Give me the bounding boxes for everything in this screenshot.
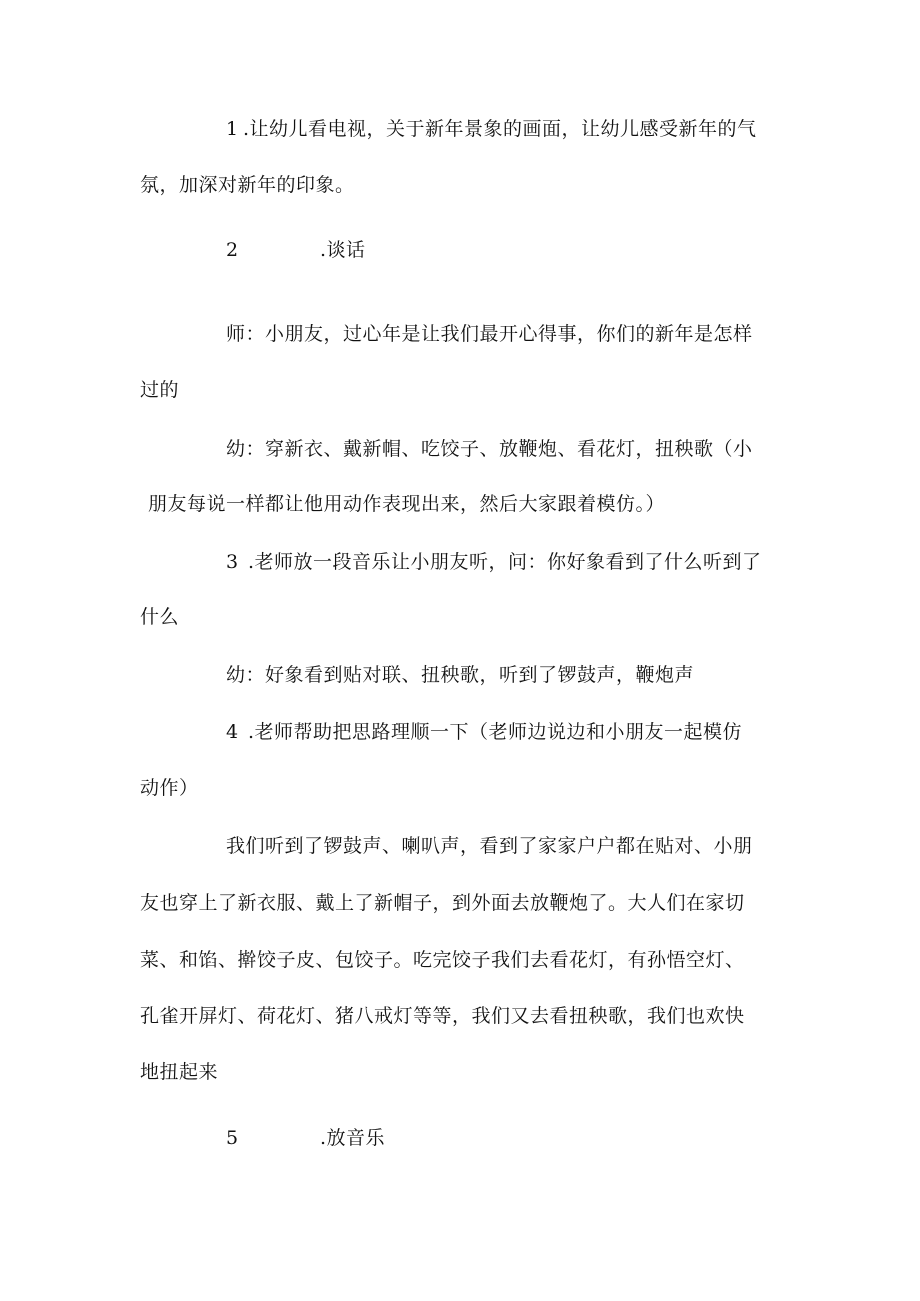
item-3-line-1: .老师放一段音乐让小朋友听，问：你好象看到了什么听到了	[248, 551, 762, 573]
item-1-line-1: .让幼儿看电视，关于新年景象的画面，让幼儿感受新年的气	[243, 118, 757, 140]
summary-line-3: 菜、和馅、擀饺子皮、包饺子。吃完饺子我们去看花灯，有孙悟空灯、	[140, 949, 745, 971]
item-1-number: 1	[226, 118, 239, 140]
summary-line-4: 孔雀开屏灯、荷花灯、猪八戒灯等等，我们又去看扭秧歌，我们也欢快	[140, 1005, 745, 1027]
summary-line-5: 地扭起来	[140, 1061, 219, 1083]
item-3-line-2: 什么	[140, 606, 180, 628]
item-4-number: 4	[226, 721, 239, 743]
summary-line-2: 友也穿上了新衣服、戴上了新帽子，到外面去放鞭炮了。大人们在家切	[140, 892, 745, 914]
item-2-number: 2	[226, 239, 239, 261]
child-answer-2-line-1: 幼：好象看到贴对联、扭秧歌，听到了锣鼓声，鞭炮声	[226, 664, 695, 686]
teacher-question-line-1: 师：小朋友，过心年是让我们最开心得事，你们的新年是怎样	[226, 323, 753, 345]
summary-line-1: 我们听到了锣鼓声、喇叭声，看到了家家户户都在贴对、小朋	[226, 835, 753, 857]
item-5-text: .放音乐	[320, 1127, 386, 1149]
item-3-number: 3	[226, 551, 239, 573]
teacher-question-line-2: 过的	[140, 379, 180, 401]
item-4-line-1: .老师帮助把思路理顺一下（老师边说边和小朋友一起模仿	[248, 721, 743, 743]
item-1-line-2: 氛，加深对新年的印象。	[140, 174, 355, 196]
child-answer-1-line-1: 幼：穿新衣、戴新帽、吃饺子、放鞭炮、看花灯，扭秧歌（小	[226, 438, 753, 460]
item-4-line-2: 动作）	[140, 777, 199, 799]
item-2-text: .谈话	[320, 239, 366, 261]
child-answer-1-line-2: 朋友每说一样都让他用动作表现出来，然后大家跟着模仿。）	[148, 493, 666, 515]
item-5-number: 5	[226, 1127, 239, 1149]
